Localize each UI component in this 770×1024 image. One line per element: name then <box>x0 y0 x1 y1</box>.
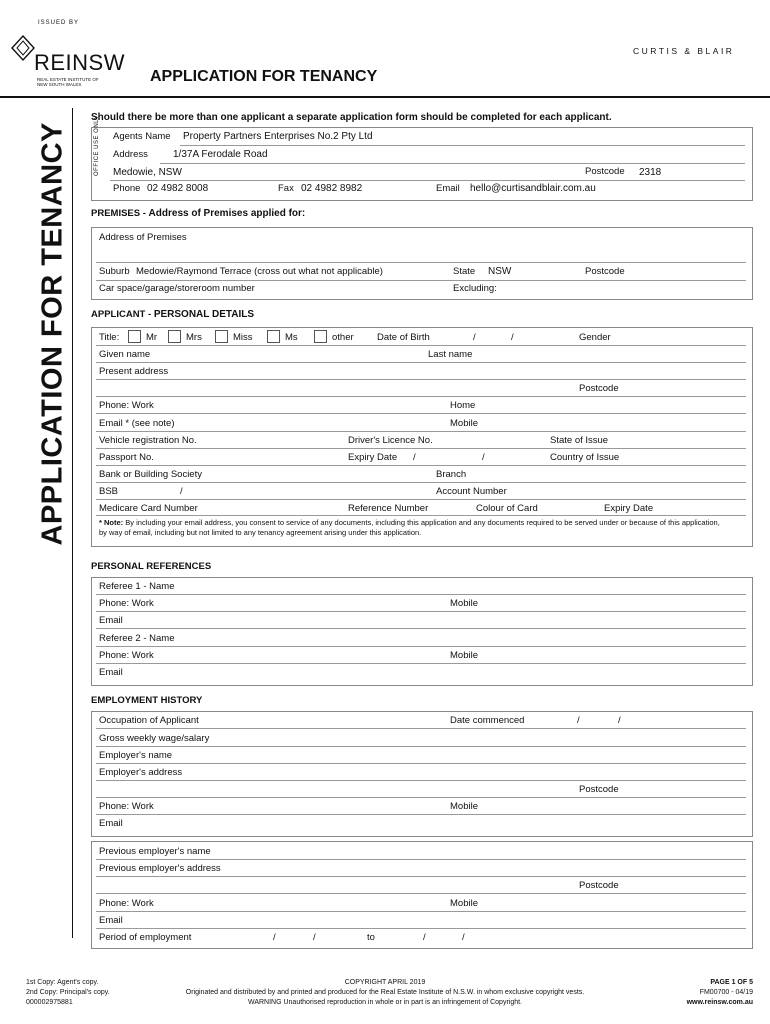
period-slash-1: / <box>273 932 276 943</box>
employer-address-label: Employer's address <box>99 767 183 778</box>
agents-name-label: Agents Name <box>113 131 171 142</box>
prev-employer-address-label: Previous employer's address <box>99 863 221 874</box>
premises-state-value[interactable]: NSW <box>488 266 512 277</box>
gender-label: Gender <box>579 332 611 343</box>
last-name-label: Last name <box>428 349 473 360</box>
employment-current-box <box>91 711 753 837</box>
commenced-slash-2: / <box>618 715 621 726</box>
office-use-label: OFFICE USE ONLY <box>94 114 100 176</box>
email-consent-note: * Note: By including your email address, you consent to service of any documents, including this application and any documents required to be served under or because of this application, by way of email, including but not limited to any tenancy agreement arising under this application. <box>99 518 720 537</box>
expiry-slash-2: / <box>482 452 485 463</box>
employer-postcode-label: Postcode <box>579 784 619 795</box>
employer-phone-work-label: Phone: Work <box>99 801 154 812</box>
title-mr-label: Mr <box>146 332 158 343</box>
bank-label: Bank or Building Society <box>99 469 202 480</box>
title-mrs-checkbox[interactable] <box>168 330 181 343</box>
occupation-label: Occupation of Applicant <box>99 715 199 726</box>
prev-phone-work-label: Phone: Work <box>99 898 154 909</box>
title-other-checkbox[interactable] <box>314 330 327 343</box>
car-space-label: Car space/garage/storeroom number <box>99 283 255 294</box>
applicant-postcode-label: Postcode <box>579 383 619 394</box>
left-rule <box>72 108 73 938</box>
office-address-value[interactable]: 1/37A Ferodale Road <box>173 149 268 160</box>
employer-email-label: Email <box>99 818 123 829</box>
dob-slash-2: / <box>511 332 514 343</box>
dob-label: Date of Birth <box>377 332 430 343</box>
page-title: APPLICATION FOR TENANCY <box>150 68 378 85</box>
vertical-title: APPLICATION FOR TENANCY <box>36 122 69 546</box>
reference-number-label: Reference Number <box>348 503 429 514</box>
referee-2-label: Referee 2 - Name <box>99 633 175 644</box>
office-suburb-value[interactable]: Medowie, NSW <box>113 167 182 178</box>
bsb-label: BSB <box>99 486 119 497</box>
present-address-label: Present address <box>99 366 169 377</box>
title-ms-label: Ms <box>285 332 298 343</box>
agency-logo: CURTIS & BLAIR <box>633 46 735 56</box>
brand-name: REINSW <box>34 50 125 75</box>
referee-1-label: Referee 1 - Name <box>99 581 175 592</box>
intro-text: Should there be more than one applicant a separate application form should be completed for each applicant. <box>91 112 612 123</box>
employment-heading: EMPLOYMENT HISTORY <box>91 695 203 706</box>
employer-name-label: Employer's name <box>99 750 173 761</box>
office-email-label: Email <box>436 183 460 194</box>
title-other-label: other <box>332 332 354 343</box>
period-label: Period of employment <box>99 932 192 943</box>
ref1-mobile-label: Mobile <box>450 598 478 609</box>
licence-label: Driver's Licence No. <box>348 435 433 446</box>
ref2-mobile-label: Mobile <box>450 650 478 661</box>
title-mr-checkbox[interactable] <box>128 330 141 343</box>
bsb-slash: / <box>180 486 183 497</box>
medicare-label: Medicare Card Number <box>99 503 198 514</box>
office-phone-value[interactable]: 02 4982 8008 <box>147 183 209 194</box>
employer-mobile-label: Mobile <box>450 801 478 812</box>
colour-card-label: Colour of Card <box>476 503 538 514</box>
period-slash-2: / <box>313 932 316 943</box>
issued-by-label: ISSUED BY <box>38 20 80 26</box>
branch-label: Branch <box>436 469 467 480</box>
ref1-email-label: Email <box>99 615 123 626</box>
office-postcode-label: Postcode <box>585 166 625 177</box>
premises-state-label: State <box>453 266 476 277</box>
title-miss-label: Miss <box>233 332 253 343</box>
agents-name-value[interactable]: Property Partners Enterprises No.2 Pty Ltd <box>183 131 373 142</box>
ref2-email-label: Email <box>99 667 123 678</box>
period-slash-4: / <box>462 932 465 943</box>
page-info: PAGE 1 OF 5 FM00700 - 04/19 www.reinsw.com.au <box>686 979 753 1006</box>
premises-postcode-label: Postcode <box>585 266 625 277</box>
excluding-label: Excluding: <box>453 283 497 294</box>
prev-mobile-label: Mobile <box>450 898 478 909</box>
expiry-slash-1: / <box>413 452 416 463</box>
account-number-label: Account Number <box>436 486 507 497</box>
title-label: Title: <box>99 332 120 343</box>
office-email-value[interactable]: hello@curtisandblair.com.au <box>470 183 596 194</box>
country-issue-label: Country of Issue <box>550 452 620 463</box>
references-heading: PERSONAL REFERENCES <box>91 561 212 572</box>
premises-address-label: Address of Premises <box>99 232 187 243</box>
medicare-expiry-label: Expiry Date <box>604 503 654 514</box>
vehicle-rego-label: Vehicle registration No. <box>99 435 197 446</box>
passport-label: Passport No. <box>99 452 154 463</box>
given-name-label: Given name <box>99 349 151 360</box>
applicant-email-label: Email * (see note) <box>99 418 175 429</box>
premises-suburb-label: Suburb <box>99 266 130 277</box>
applicant-home-label: Home <box>450 400 476 411</box>
prev-employer-postcode-label: Postcode <box>579 880 619 891</box>
office-postcode-value[interactable]: 2318 <box>639 167 662 178</box>
premises-suburb-text: Medowie/Raymond Terrace (cross out what not applicable) <box>136 266 383 277</box>
office-phone-label: Phone <box>113 183 141 194</box>
header-divider <box>0 96 770 98</box>
ref2-phone-work-label: Phone: Work <box>99 650 154 661</box>
premises-heading: PREMISES - Address of Premises applied for: <box>91 208 306 219</box>
applicant-phone-work-label: Phone: Work <box>99 400 154 411</box>
title-mrs-label: Mrs <box>186 332 202 343</box>
ref1-phone-work-label: Phone: Work <box>99 598 154 609</box>
period-to-label: to <box>367 932 375 943</box>
applicant-mobile-label: Mobile <box>450 418 478 429</box>
office-address-label: Address <box>113 149 148 160</box>
wage-label: Gross weekly wage/salary <box>99 733 210 744</box>
title-miss-checkbox[interactable] <box>215 330 228 343</box>
office-fax-value[interactable]: 02 4982 8982 <box>301 183 363 194</box>
brand-subtitle: REAL ESTATE INSTITUTE OF NEW SOUTH WALES <box>37 77 99 87</box>
title-ms-checkbox[interactable] <box>267 330 280 343</box>
prev-email-label: Email <box>99 915 123 926</box>
applicant-heading: APPLICANT - PERSONAL DETAILS <box>91 309 255 320</box>
prev-employer-name-label: Previous employer's name <box>99 846 211 857</box>
commenced-slash-1: / <box>577 715 580 726</box>
period-slash-3: / <box>423 932 426 943</box>
copyright-text: COPYRIGHT APRIL 2019 Originated and distributed by and printed and produced for the Real Estate Institute of N.S.W. in whom exclusive copyright vests. WARNING Unauthorised reproduction in whole or in part is an infringement of Copyright. <box>185 979 585 1006</box>
date-commenced-label: Date commenced <box>450 715 525 726</box>
reinsw-logo-icon <box>10 34 36 67</box>
office-fax-label: Fax <box>278 183 294 194</box>
passport-expiry-label: Expiry Date <box>348 452 398 463</box>
copies-text: 1st Copy: Agent's copy. 2nd Copy: Principal's copy. 000002975881 <box>26 979 110 1006</box>
dob-slash-1: / <box>473 332 476 343</box>
state-issue-label: State of Issue <box>550 435 609 446</box>
